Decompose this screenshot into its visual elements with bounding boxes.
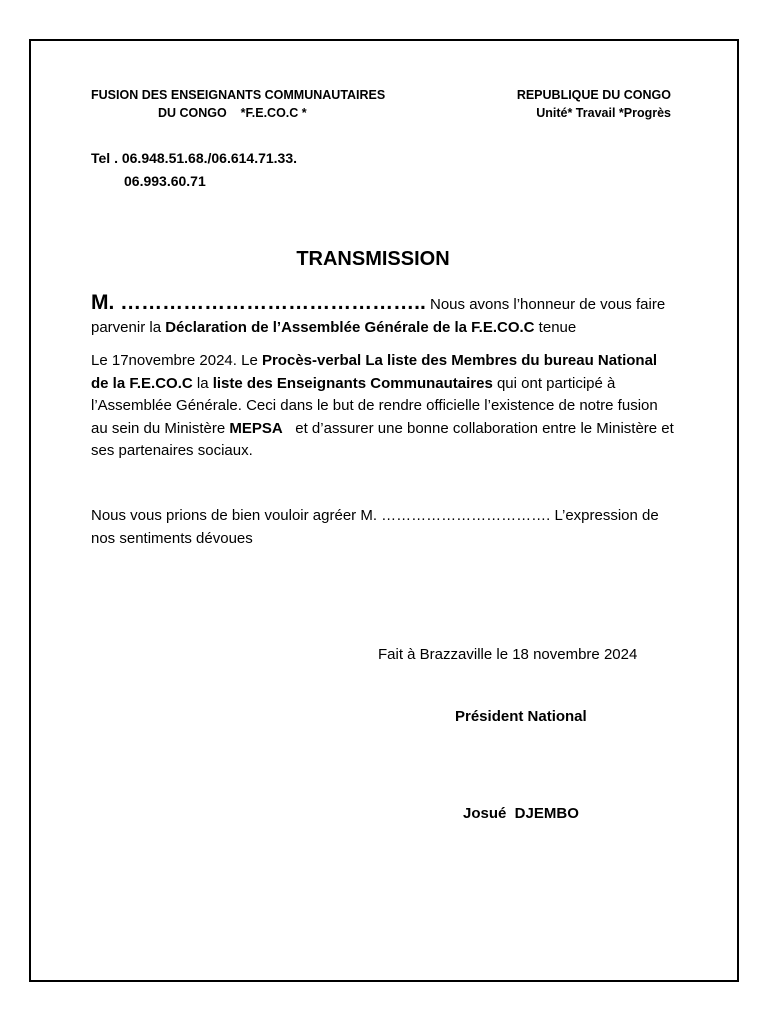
organization-acronym: DU CONGO *F.E.CO.C * [158,106,307,120]
paragraph-closing: Nous vous prions de bien vouloir agréer M. ……………………………. L’expression de nos sentiments dévoues [91,507,659,547]
details-text-a: Le 17novembre 2024. Le [91,352,262,369]
country-motto: Unité* Travail *Progrès [536,106,671,120]
paragraph-details [91,350,677,463]
paragraph-intro [91,292,677,339]
intro-text-end: tenue [534,318,577,336]
country-name: REPUBLIQUE DU CONGO [516,88,671,102]
document-title: TRANSMISSION [296,248,450,270]
signatory-title: Président National [455,708,587,725]
details-text-c: qui ont participé à l’Assemblée Générale. Ceci dans le but de rendre officielle l’existence de notre fusion au sein du Ministère [91,374,658,437]
phone-line-1: Tel . 06.948.51.68./06.614.71.33. [91,150,298,166]
place-and-date: Fait à Brazzaville le 18 novembre 2024 [378,646,638,663]
teachers-list-title: liste des Enseignants Communautaires [212,374,493,392]
minutes-title: Procès-verbal La liste des Membres du bureau National de la F.E.CO.C [91,352,658,392]
ministry-acronym: MEPSA [229,419,283,437]
details-text-d: et d’assurer une bonne collaboration entre le Ministère et ses partenaires sociaux. [91,419,678,459]
details-text-b: la [192,374,213,392]
intro-text: Nous avons l’honneur de vous faire parvenir la [91,296,666,336]
salutation: M. …………………………………….. [91,291,426,314]
organization-name: FUSION DES ENSEIGNANTS COMMUNAUTAIRES [91,88,386,102]
signatory-name: Josué DJEMBO [463,805,579,822]
declaration-title: Déclaration de l’Assemblée Générale de la F.E.CO.C [165,318,535,336]
phone-line-2: 06.993.60.71 [124,173,206,189]
